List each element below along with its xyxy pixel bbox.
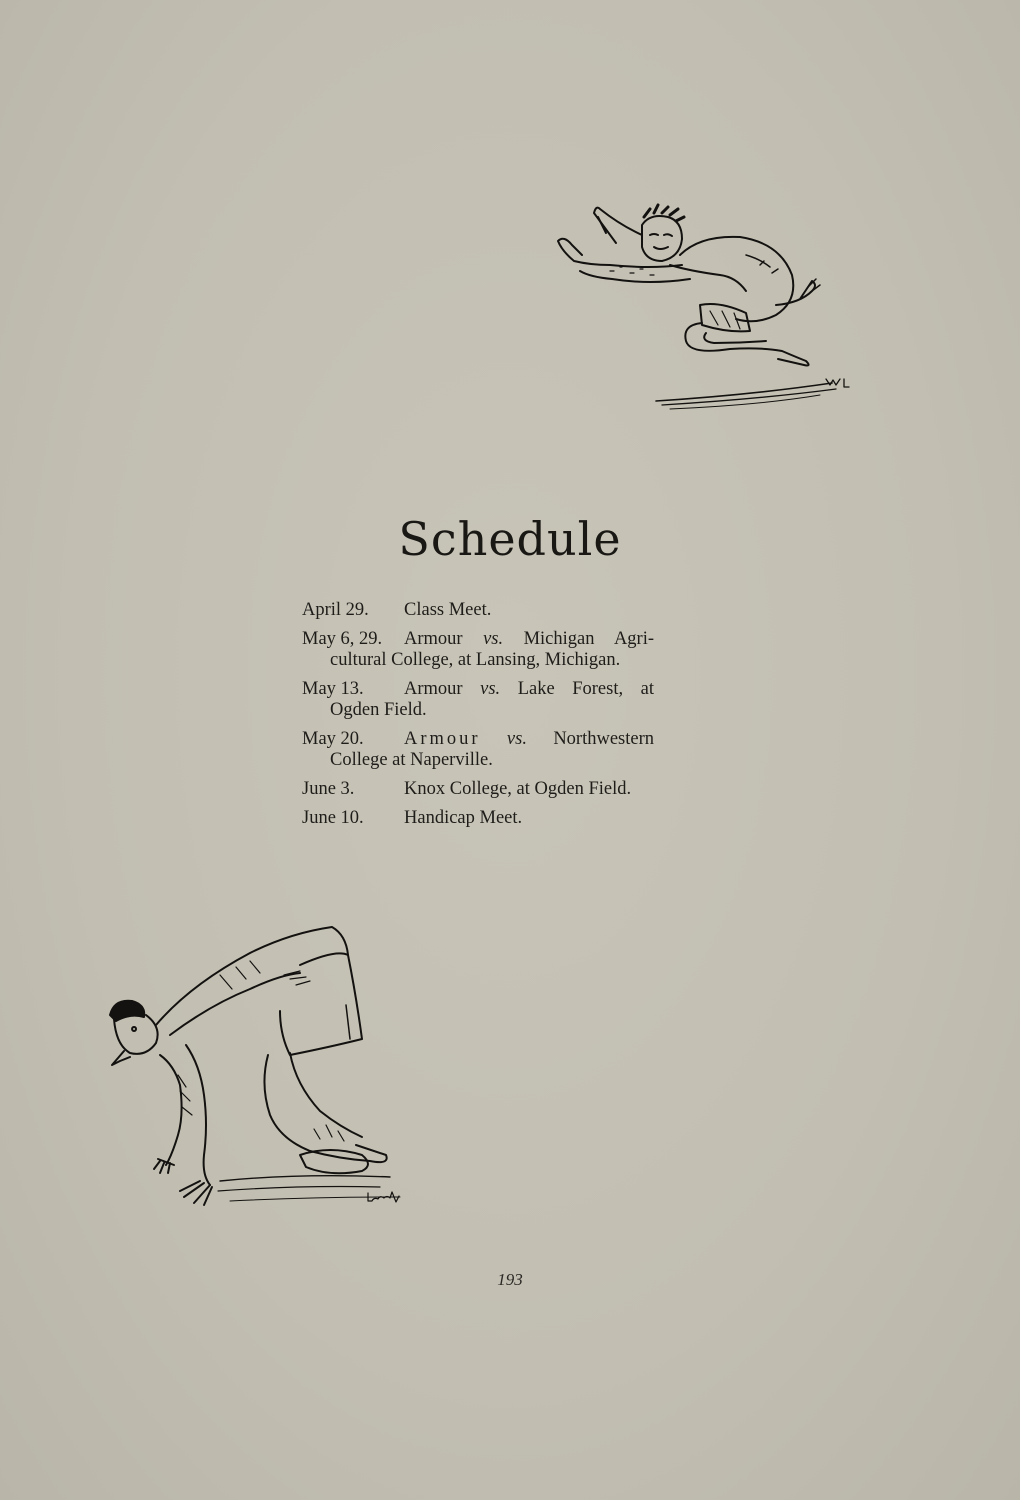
page-number: 193 [497, 1270, 523, 1289]
entry-text: Armour vs. Northwestern [404, 729, 655, 749]
jumper-illustration [550, 195, 850, 420]
schedule-entry [302, 808, 654, 829]
schedule-entry [302, 600, 654, 621]
entry-date: May 13. [302, 679, 364, 699]
entry-date: June 10. [302, 808, 364, 828]
entry-text: Handicap Meet. [404, 808, 523, 828]
sprinter-illustration [100, 915, 420, 1215]
schedule-entry [302, 679, 654, 721]
entry-text: Armour vs. Michigan Agri- [404, 629, 655, 649]
entry-text: Class Meet. [404, 600, 492, 620]
entry-text: Knox College, at Ogden Field. [404, 779, 632, 799]
page-title: Schedule [398, 512, 622, 566]
entry-date: May 20. [302, 729, 364, 749]
schedule-entry [302, 779, 654, 800]
schedule-entry [302, 629, 654, 671]
entry-date: May 6, 29. [302, 629, 383, 649]
entry-continuation: College at Naperville. [330, 750, 493, 770]
entry-date: April 29. [302, 600, 369, 620]
entry-date: June 3. [302, 779, 355, 799]
schedule-entry [302, 729, 654, 771]
entry-continuation: Ogden Field. [330, 700, 427, 720]
schedule-list [302, 600, 654, 837]
entry-text: Armour vs. Lake Forest, at [404, 679, 655, 699]
entry-continuation: cultural College, at Lansing, Michigan. [330, 650, 621, 670]
